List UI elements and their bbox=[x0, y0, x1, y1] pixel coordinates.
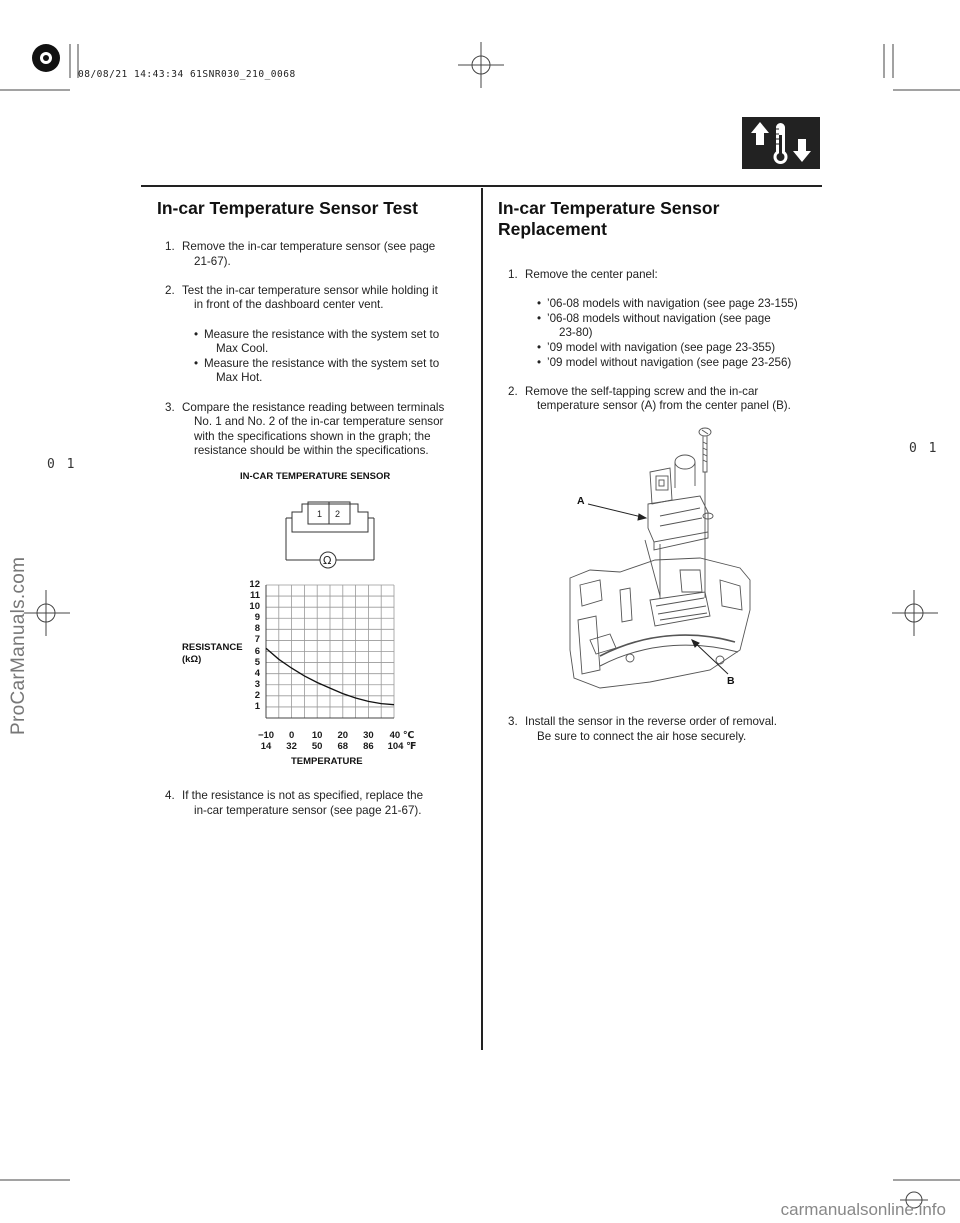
resistance-chart bbox=[176, 575, 436, 770]
chart-x-tick-label-fahrenheit: 32 bbox=[286, 741, 297, 752]
replacement-step-3: 3. Install the sensor in the reverse order of removal. Be sure to connect the air hose securely. bbox=[508, 715, 777, 743]
chart-y-tick-label: 4 bbox=[254, 667, 260, 679]
climate-control-temperature-icon bbox=[742, 117, 820, 169]
chart-y-tick-label: 3 bbox=[254, 678, 260, 690]
test-step-2: 2. Test the in-car temperature sensor while holding it in front of the dashboard center vent. • Measure the resistance with the system set to Max Cool. • Measure the resistance with the system set to Max Hot. bbox=[165, 284, 475, 386]
list-item: • ’06-08 models without navigation (see page 23-80) bbox=[537, 312, 828, 341]
sensor-figure-title: IN-CAR TEMPERATURE SENSOR bbox=[240, 471, 391, 482]
bottom-watermark: carmanualsonline.info bbox=[780, 1200, 946, 1219]
label-a: A bbox=[577, 495, 585, 507]
test-step-1: 1. Remove the in-car temperature sensor (see page 21-67). bbox=[165, 240, 436, 268]
section-title-replacement: In-car Temperature Sensor Replacement bbox=[498, 198, 720, 239]
chart-y-tick-label: 8 bbox=[254, 623, 260, 635]
terminal-1-label: 1 bbox=[317, 509, 323, 519]
chart-y-tick-label: 10 bbox=[249, 601, 260, 613]
chart-x-tick-label-celsius: 10 bbox=[311, 730, 323, 741]
section-title-test: In-car Temperature Sensor Test bbox=[157, 198, 418, 218]
side-watermark: ProCarManuals.com bbox=[8, 556, 29, 735]
test-step-4: 4. If the resistance is not as specified, replace the in-car temperature sensor (see page 21-67). bbox=[165, 789, 424, 817]
chart-y-tick-label: 2 bbox=[254, 689, 260, 701]
replacement-step-1: 1. Remove the center panel: • ’06-08 models with navigation (see page 23-155) • ’06-08 models without navigation (see page 23-80) • ’09 model with navigation (see page 23-355) • ’09 model without navigation (see page 23-256) bbox=[508, 268, 828, 370]
chart-y-tick-label: 1 bbox=[254, 700, 260, 712]
test-step-2-bullets bbox=[182, 328, 475, 386]
test-step-4-list bbox=[165, 789, 475, 833]
print-stamp: 08/08/21 14:43:34 61SNR030_210_0068 bbox=[78, 69, 296, 80]
chart-y-tick-label: 6 bbox=[254, 645, 260, 657]
header-rule bbox=[141, 185, 822, 187]
chart-xlabel: TEMPERATURE bbox=[291, 756, 363, 767]
chart-x-tick-label-fahrenheit: 50 bbox=[311, 741, 323, 752]
replacement-step-3-list bbox=[508, 715, 828, 759]
terminal-2-label: 2 bbox=[335, 509, 341, 519]
chart-y-tick-label: 5 bbox=[254, 656, 260, 668]
test-steps bbox=[165, 240, 475, 474]
list-item: • ’09 model with navigation (see page 23-355) bbox=[537, 341, 828, 356]
replacement-steps bbox=[508, 268, 828, 429]
replacement-step-1-bullets bbox=[525, 297, 828, 370]
chart-x-tick-label-fahrenheit: 86 bbox=[363, 741, 374, 752]
chart-y-tick-label: 11 bbox=[249, 590, 260, 602]
chart-x-tick-label-celsius: 0 bbox=[288, 730, 295, 741]
chart-ylabel: RESISTANCE bbox=[182, 642, 243, 653]
chart-plot-area bbox=[176, 575, 436, 735]
label-b: B bbox=[727, 675, 735, 687]
chart-x-tick-label-celsius: 20 bbox=[337, 730, 349, 741]
list-item: • Measure the resistance with the system set to Max Cool. bbox=[194, 328, 475, 357]
column-divider bbox=[481, 188, 483, 1050]
replacement-step-2: 2. Remove the self-tapping screw and the in-car temperature sensor (A) from the center panel (B). bbox=[508, 384, 791, 413]
chart-x-tick-label-celsius: 30 bbox=[363, 730, 374, 741]
page-code-left: 0 1 bbox=[47, 457, 77, 472]
chart-y-tick-label: 12 bbox=[249, 579, 260, 590]
ohm-meter-icon: Ω bbox=[323, 554, 332, 567]
chart-y-tick-label: 9 bbox=[254, 612, 260, 624]
list-item: • ’09 model without navigation (see page 23-256) bbox=[537, 356, 828, 371]
chart-x-tick-label-fahrenheit: 68 bbox=[337, 741, 349, 752]
chart-x-tick-label-celsius: −10 bbox=[257, 730, 275, 741]
chart-x-tick-label-celsius: 40 ℃ bbox=[389, 730, 415, 741]
chart-x-tick-label-fahrenheit: 104 ℉ bbox=[387, 741, 417, 752]
page-code-right: 0 1 bbox=[909, 441, 939, 456]
list-item: • Measure the resistance with the system set to Max Hot. bbox=[194, 357, 475, 386]
chart-y-tick-label: 7 bbox=[254, 634, 260, 646]
chart-x-tick-label-fahrenheit: 14 bbox=[260, 741, 272, 752]
sensor-connector-diagram bbox=[280, 490, 380, 570]
chart-ylabel-unit: (kΩ) bbox=[182, 654, 202, 665]
test-step-3: 3. Compare the resistance reading between terminals No. 1 and No. 2 of the in-car temperature sensor with the specifications shown in the graph; the resistance should be within the specifications. bbox=[165, 400, 445, 458]
list-item: • ’06-08 models with navigation (see page 23-155) bbox=[537, 297, 828, 312]
